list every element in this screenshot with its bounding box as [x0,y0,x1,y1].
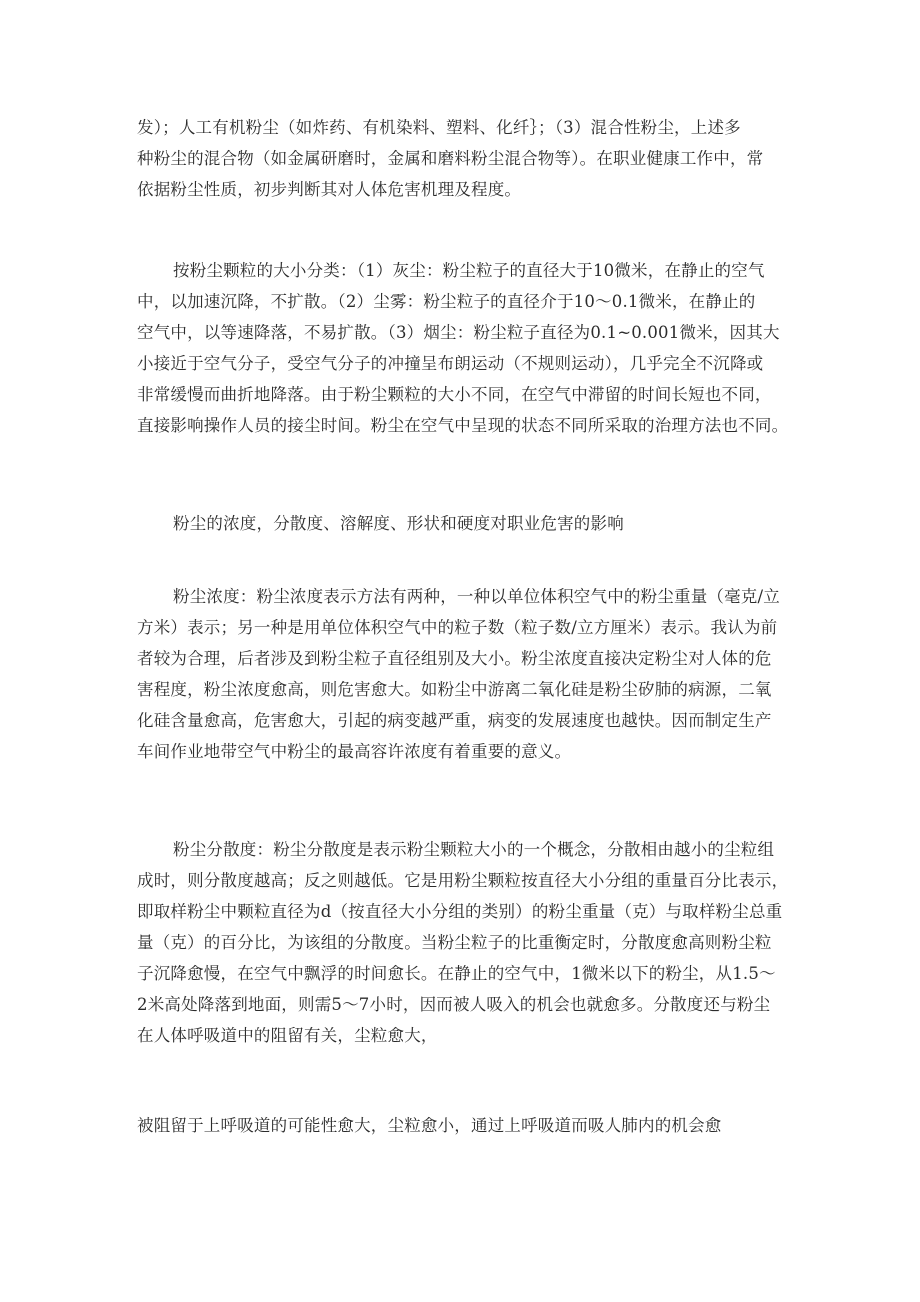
text-line: 车间作业地带空气中粉尘的最高容许浓度有着重要的意义。 [137,742,572,761]
text-line: 即取样粉尘中颗粒直径为d（按直径大小分组的类别）的粉尘重量（克）与取样粉尘总重 [137,902,783,921]
paragraph-dust-concentration [137,581,793,767]
text-line: 依据粉尘性质，初步判断其对人体危害机理及程度。 [137,180,522,199]
paragraph-dust-types [137,112,793,205]
text-line: 成时，则分散度越高；反之则越低。它是用粉尘颗粒按直径大小分组的重量百分比表示， [137,871,789,890]
text-line: 化硅含量愈高，危害愈大，引起的病变越严重，病变的发展速度也越快。因而制定生产 [137,711,772,730]
paragraph-dust-dispersion [137,834,793,1051]
text-line: 中，以加速沉降，不扩散。（2）尘雾：粉尘粒子的直径介于10～0.1微米，在静止的 [137,292,756,311]
text-line: 按粉尘颗粒的大小分类：（1）灰尘：粉尘粒子的直径大于10微米，在静止的空气 [173,261,765,280]
text-line: 直接影响操作人员的接尘时间。粉尘在空气中呈现的状态不同所采取的治理方法也不同。 [137,416,789,435]
text-line: 粉尘浓度：粉尘浓度表示方法有两种，一种以单位体积空气中的粉尘重量（毫克/立 [173,587,780,606]
paragraph-respiratory-retention [137,1110,793,1141]
text-line: 空气中，以等速降落，不易扩散。（3）烟尘：粉尘粒子直径为0.1~0.001微米，因其大 [137,323,780,342]
text-line: 2米高处降落到地面，则需5～7小时，因而被人吸入的机会也就愈多。分散度还与粉尘 [137,995,771,1014]
text-line: 粉尘的浓度，分散度、溶解度、形状和硬度对职业危害的影响 [173,514,624,533]
text-line: 量（克）的百分比，为该组的分散度。当粉尘粒子的比重衡定时，分散度愈高则粉尘粒 [137,933,772,952]
text-line: 害程度，粉尘浓度愈高，则危害愈大。如粉尘中游离二氧化硅是粉尘矽肺的病源，二氧 [137,680,772,699]
text-line: 发）；人工有机粉尘（如炸药、有机染料、塑料、化纤｝；（3）混合性粉尘，上述多 [137,118,741,137]
text-line: 粉尘分散度：粉尘分散度是表示粉尘颗粒大小的一个概念，分散相由越小的尘粒组 [173,840,775,859]
text-line: 子沉降愈慢，在空气中飘浮的时间愈长。在静止的空气中，1微米以下的粉尘，从1.5～ [137,964,776,983]
text-line: 在人体呼吸道中的阻留有关，尘粒愈大， [137,1026,438,1045]
text-line: 被阻留于上呼吸道的可能性愈大，尘粒愈小，通过上呼吸道而吸人肺内的机会愈 [137,1116,722,1135]
text-line: 方米）表示；另一种是用单位体积空气中的粒子数（粒子数/立方厘米）表示。我认为前 [137,618,778,637]
text-line: 非常缓慢而曲折地降落。由于粉尘颗粒的大小不同，在空气中滞留的时间长短也不同， [137,385,772,404]
text-line: 小接近于空气分子，受空气分子的冲撞呈布朗运动（不规则运动），几乎完全不沉降或 [137,354,764,373]
text-line: 者较为合理，后者涉及到粉尘粒子直径组别及大小。粉尘浓度直接决定粉尘对人体的危 [137,649,772,668]
paragraph-particle-size-classification [137,255,793,441]
section-heading-dust-properties [137,508,793,539]
text-line: 种粉尘的混合物（如金属研磨时，金属和磨料粉尘混合物等）。在职业健康工作中，常 [137,149,764,168]
